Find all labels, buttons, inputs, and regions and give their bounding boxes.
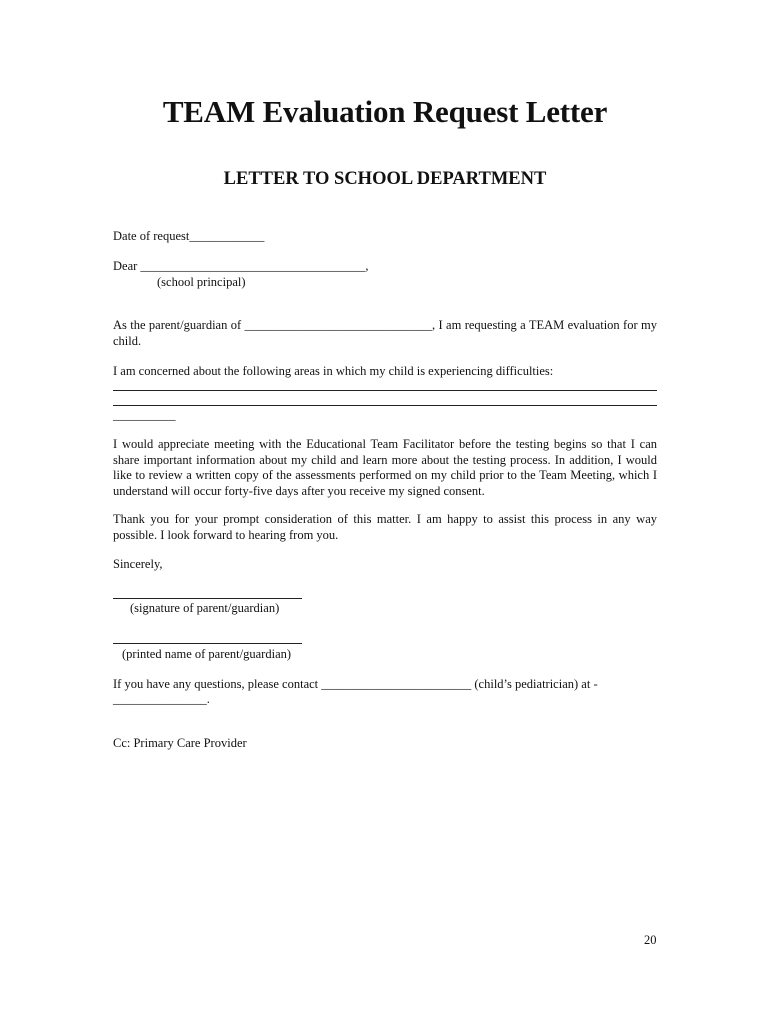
school-principal-caption: (school principal) <box>157 275 246 289</box>
closing-sincerely: Sincerely, <box>113 557 163 571</box>
page-number: 20 <box>644 933 657 947</box>
meeting-paragraph: I would appreciate meeting with the Educational Team Facilitator before the testing begins so that I can share important information about my child and learn more about the testing process. In addition, I would like to review a written copy of the assessments performed on my child prior to the Team Meeting, which I understand will occur forty-five days after you receive my signed consent. <box>113 437 657 498</box>
concern-line: I am concerned about the following areas in which my child is experiencing difficulties: <box>113 364 554 378</box>
concern-blank-line-3: __________ <box>113 408 176 422</box>
concern-blank-line-2 <box>113 405 657 406</box>
signature-line <box>113 598 302 599</box>
cc-line: Cc: Primary Care Provider <box>113 736 247 750</box>
document-title: TEAM Evaluation Request Letter <box>162 94 608 129</box>
dear-line: Dear ____________________________________, <box>113 259 369 273</box>
thanks-paragraph: Thank you for your prompt consideration of this matter. I am happy to assist this process in any way possible. I look forward to hearing from you. <box>113 512 657 542</box>
contact-line: If you have any questions, please contact ________________________ (child’s pediatrician) at - <box>113 677 598 691</box>
parent-paragraph: As the parent/guardian of ______________________________, I am requesting a TEAM evaluation for my child. <box>113 318 657 348</box>
document-subtitle: LETTER TO SCHOOL DEPARTMENT <box>223 169 547 189</box>
concern-blank-line-1 <box>113 390 657 391</box>
printed-name-line <box>113 643 302 644</box>
contact-line-continued: _______________. <box>113 692 210 706</box>
signature-caption: (signature of parent/guardian) <box>130 601 280 615</box>
date-of-request-line: Date of request____________ <box>113 229 265 243</box>
printed-name-caption: (printed name of parent/guardian) <box>122 647 292 661</box>
